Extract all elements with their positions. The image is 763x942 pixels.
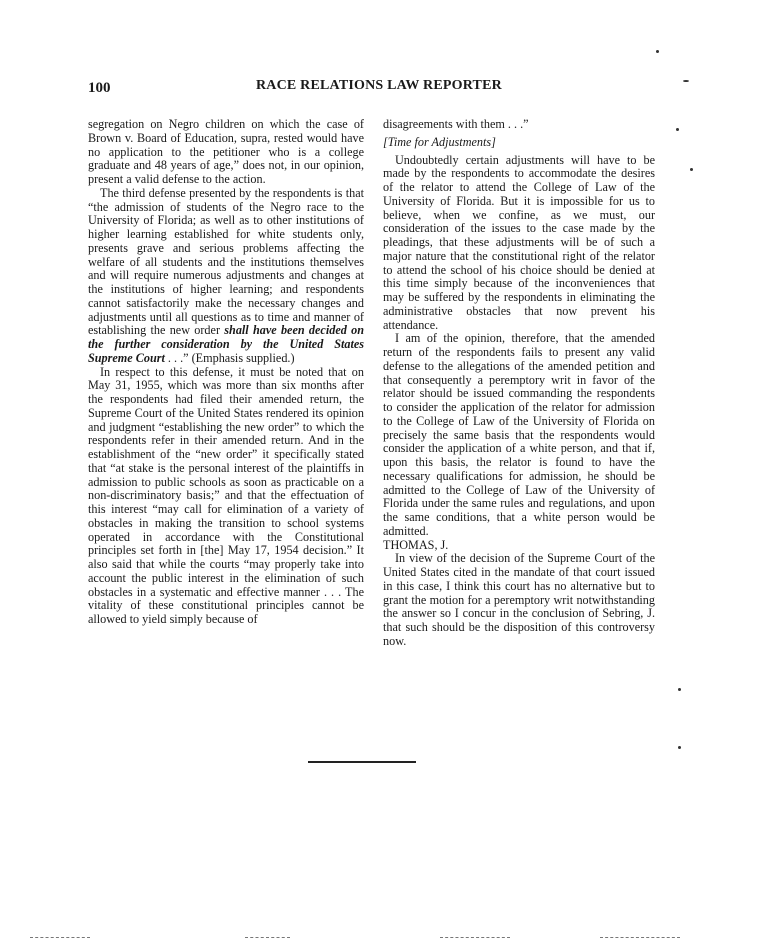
scan-speck: [678, 688, 681, 691]
scan-edge-mark: [440, 937, 510, 938]
right-paragraph-1: disagreements with them . . .”: [383, 117, 529, 131]
right-column: [383, 118, 655, 649]
left-paragraph-2: [88, 187, 364, 366]
left-paragraph-2-end: . . .” (Emphasis supplied.): [164, 350, 295, 365]
left-paragraph-2-text: The third defense presented by the respondents is that “the admission of students of the Negro race to the University of Florida; as well as to other institutions of higher learning established for white students only, presents grave and serious problems affecting the welfare of all students and the institutions themselves and will require numerous adjustments and changes at the institutions of higher learning; and respondents cannot satisfactorily make the necessary changes and adjustments until all questions as to time and manner of establishing the new order: [88, 185, 364, 338]
page-number: 100: [88, 80, 111, 96]
right-paragraph-3: I am of the opinion, therefore, that the amended return of the respondents fails to present any valid defense to the allegations of the amended petition and that consequently a peremptory writ in favor of the relator should be issued commanding the respondents to consider the application of the relator for admission to the College of Law of the University of Florida on precisely the same basis that the respondents would consider the application of a white person, and that if, upon this basis, the relator is found to have the necessary qualifications for admission, he should be admitted to the College of Law of the University of Florida under the same rules and regulations, and upon the same conditions, that a white person would be admitted.: [383, 331, 655, 538]
scan-speck: [678, 746, 681, 749]
judge-signature: THOMAS, J.: [383, 537, 449, 552]
running-head: RACE RELATIONS LAW REPORTER: [256, 78, 502, 93]
end-rule: [308, 761, 416, 763]
scan-edge-mark: [30, 937, 90, 938]
scan-speck: [683, 80, 689, 82]
left-column: [88, 118, 364, 627]
scan-speck: [690, 168, 693, 171]
scan-edge-mark: [600, 937, 680, 938]
left-paragraph-3: In respect to this defense, it must be noted that on May 31, 1955, which was more than six months after the respondents had filed their amended return, the Supreme Court of the United States rendered its opinion and judgment “establishing the new order” to which the respondents refer in their amended return. And in the establishment of the “new order” it specifically stated that “at stake is the personal interest of the plaintiffs in admission to public schools as soon as practicable on a non-discriminatory basis;” and that the effectuation of this interest “may call for elimination of a variety of obstacles in making the transition to school systems operated in accordance with the Constitutional principles set forth in [the] May 17, 1954 decision.” It also said that while the courts “may properly take into account the public interest in the elimination of such obstacles in a systematic and effective manner . . . The vitality of these constitutional principles cannot be allowed to yield simply because of: [88, 364, 364, 626]
scan-speck: [656, 50, 659, 53]
right-paragraph-4: In view of the decision of the Supreme Court of the United States cited in the mandate of that court issued in this case, I think this court has no alternative but to grant the motion for a peremptory writ notwithstanding the answer so I concur in the conclusion of Sebring, J. that such should be the disposition of this controversy now.: [383, 551, 655, 648]
right-paragraph-2: Undoubtedly certain adjustments will have to be made by the respondents to accommodate the desires of the relator to attend the College of Law of the University of Florida. But it is impossible for us to believe, when we confine, as we must, our consideration of the issues to the case made by the pleadings, that these adjustments will be of such a major nature that the constitutional right of the relator to attend the school of his choice should be denied at this time simply because of the inconveniences that may be suffered by the respondents in eliminating the administrative obstacles that now prevent his attendance.: [383, 152, 655, 332]
left-paragraph-1: segregation on Negro children on which the case of Brown v. Board of Education, supra, rested would have no application to the petitioner who is a college graduate and 48 years of age,” does not, in our opinion, present a valid defense to the action.: [88, 117, 364, 186]
section-heading: [Time for Adjustments]: [383, 134, 496, 149]
emphasized-quote: shall have been decided on the further consideration by the United States Supreme Court: [88, 323, 364, 365]
scan-edge-mark: [245, 937, 290, 938]
scan-speck: [676, 128, 679, 131]
